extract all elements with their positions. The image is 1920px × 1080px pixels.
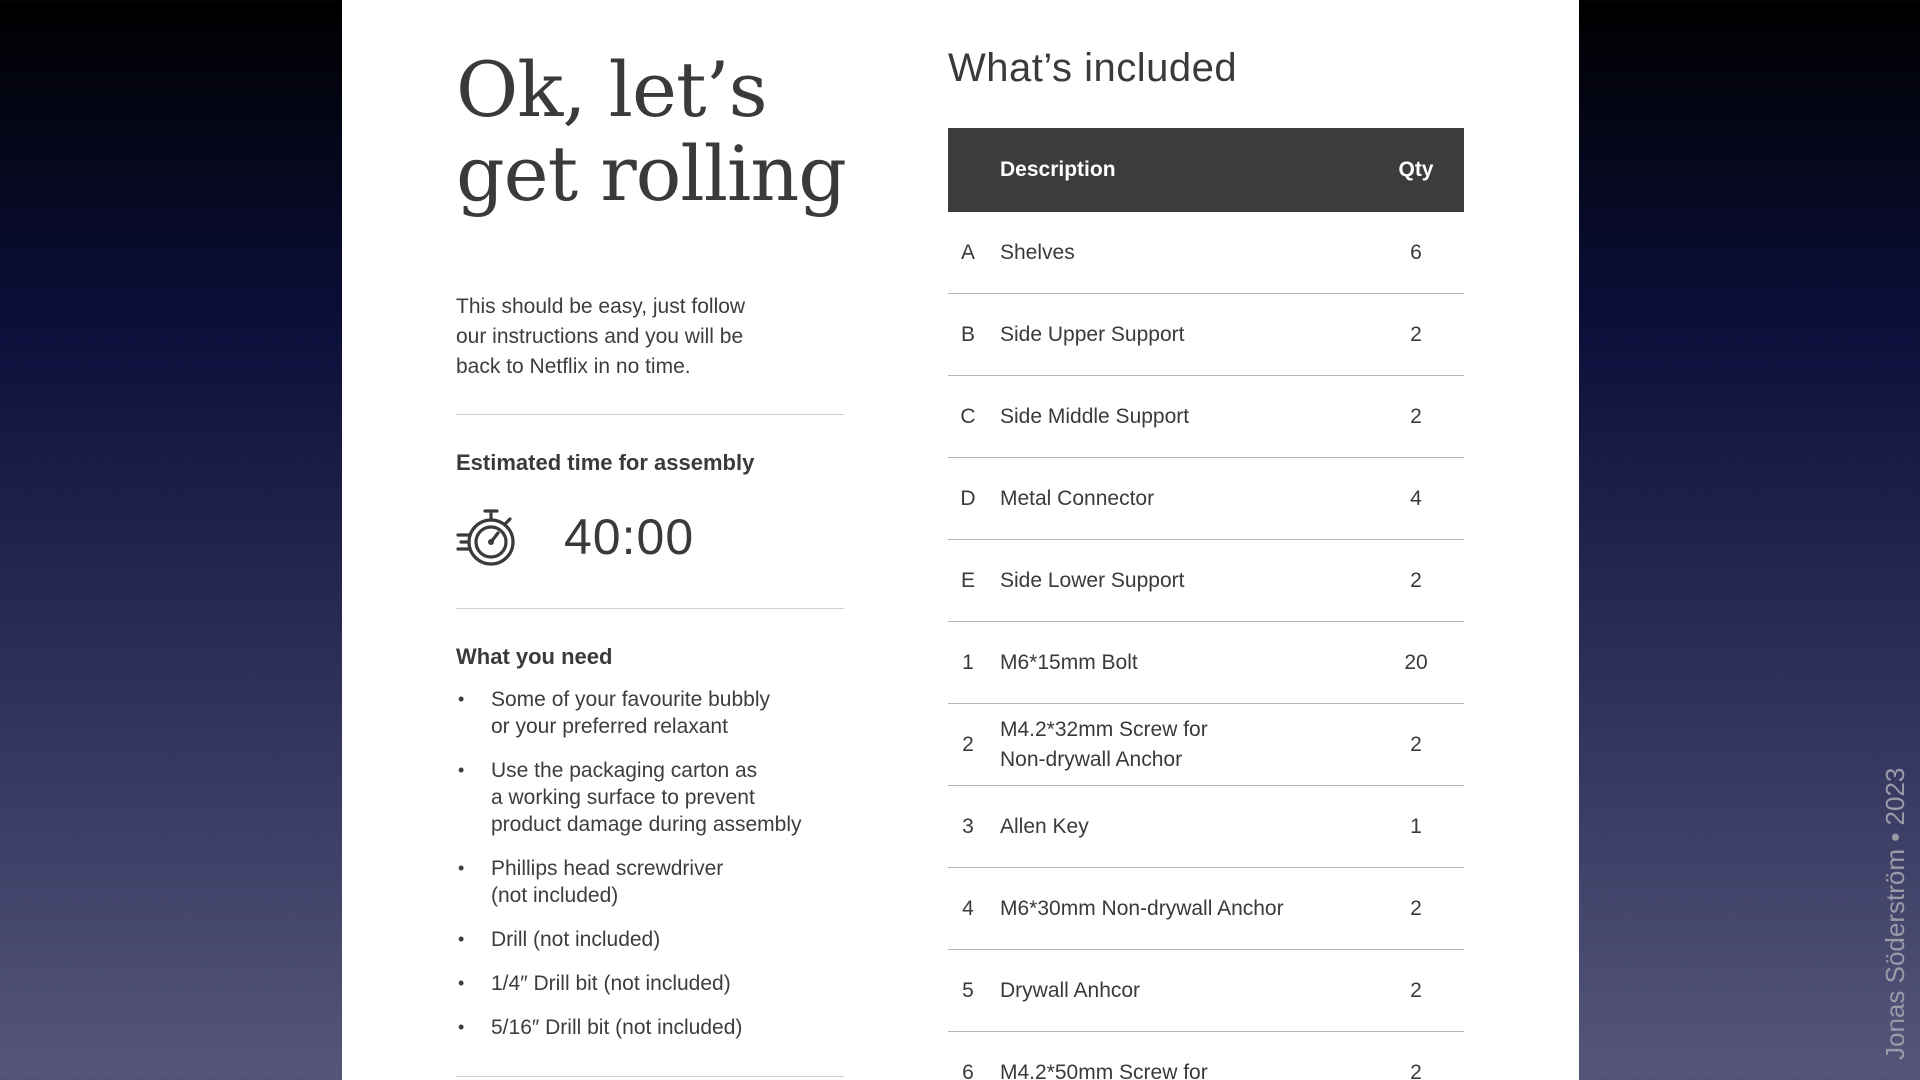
part-qty: 2 — [1410, 404, 1422, 428]
part-qty: 20 — [1404, 650, 1428, 674]
bullet-icon: • — [458, 858, 465, 878]
part-description — [1000, 976, 1386, 1006]
part-description-line: M6*15mm Bolt — [1000, 650, 1138, 674]
instruction-page — [342, 0, 1579, 1080]
part-code: A — [960, 240, 975, 264]
part-qty: 2 — [1410, 322, 1422, 346]
title-line-2: get rolling — [456, 129, 846, 218]
assembly-time-value: 40:00 — [564, 509, 695, 565]
part-description — [1000, 648, 1386, 678]
bullet-icon: • — [458, 1017, 465, 1037]
included-title: What’s included — [948, 46, 1238, 90]
intro-line-3: back to Netflix in no time. — [456, 355, 691, 378]
table-row — [948, 622, 1464, 704]
part-description — [1000, 566, 1386, 596]
part-description — [1000, 812, 1386, 842]
part-qty: 2 — [1410, 896, 1422, 920]
credit-container — [1880, 767, 1910, 1080]
table-row — [948, 212, 1464, 294]
list-item-line: (not included) — [491, 884, 619, 907]
part-code: 3 — [962, 814, 974, 838]
assembly-time-row — [456, 502, 694, 572]
part-code: D — [960, 486, 976, 510]
part-code: 4 — [962, 896, 974, 920]
table-row — [948, 540, 1464, 622]
part-description-line: M4.2*32mm Screw for — [1000, 717, 1208, 741]
part-qty: 2 — [1410, 1060, 1422, 1080]
title-line-1: Ok, let’s — [456, 45, 767, 134]
table-row — [948, 458, 1464, 540]
table-row — [948, 950, 1464, 1032]
bullet-icon: • — [458, 929, 465, 949]
part-code: 2 — [962, 732, 974, 756]
what-you-need-heading: What you need — [456, 644, 613, 669]
list-item — [456, 970, 856, 997]
table-row — [948, 1032, 1464, 1080]
table-row — [948, 868, 1464, 950]
part-description — [1000, 238, 1386, 268]
part-code: C — [960, 404, 976, 428]
part-description — [1000, 894, 1386, 924]
list-item-line: Use the packaging carton as — [491, 759, 758, 782]
part-description-line: Side Middle Support — [1000, 404, 1190, 428]
part-qty: 1 — [1410, 814, 1422, 838]
part-description-line: Side Lower Support — [1000, 568, 1185, 592]
part-description-line: Allen Key — [1000, 814, 1089, 838]
parts-table — [948, 128, 1464, 1080]
author-credit: Jonas Söderström • 2023 — [1880, 767, 1910, 1060]
part-description — [1000, 1058, 1386, 1080]
list-item-line: 5/16″ Drill bit (not included) — [491, 1016, 743, 1039]
part-description-line: M6*30mm Non-drywall Anchor — [1000, 896, 1284, 920]
divider — [456, 608, 844, 609]
list-item — [456, 1014, 856, 1041]
list-item-line: or your preferred relaxant — [491, 715, 728, 738]
part-qty: 4 — [1410, 486, 1422, 510]
part-description-line: Shelves — [1000, 240, 1075, 264]
part-description-line: Metal Connector — [1000, 486, 1155, 510]
table-row — [948, 786, 1464, 868]
list-item-line: product damage during assembly — [491, 813, 802, 836]
description-column-header: Description — [1000, 158, 1116, 181]
list-item — [456, 757, 856, 838]
qty-column-header: Qty — [1398, 158, 1434, 181]
table-row — [948, 294, 1464, 376]
list-item-line: Phillips head screwdriver — [491, 857, 724, 880]
table-row — [948, 376, 1464, 458]
part-qty: 6 — [1410, 240, 1422, 264]
part-description-line: Non-drywall Anchor — [1000, 747, 1183, 771]
part-description-line: Drywall Anhcor — [1000, 978, 1141, 1002]
list-item-line: a working surface to prevent — [491, 786, 755, 809]
part-description-line: Side Upper Support — [1000, 322, 1185, 346]
part-description — [1000, 402, 1386, 432]
divider — [456, 414, 844, 415]
stopwatch-icon — [456, 505, 518, 569]
intro-text — [456, 292, 796, 382]
page-title — [456, 45, 876, 218]
bullet-icon: • — [458, 973, 465, 993]
part-description-line: M4.2*50mm Screw for — [1000, 1060, 1208, 1080]
assembly-time-heading: Estimated time for assembly — [456, 450, 755, 475]
part-description — [1000, 715, 1386, 775]
list-item-line: Drill (not included) — [491, 928, 661, 951]
table-header — [948, 128, 1464, 212]
part-qty: 2 — [1410, 732, 1422, 756]
table-row — [948, 704, 1464, 786]
part-code: E — [960, 568, 975, 592]
list-item-line: 1/4″ Drill bit (not included) — [491, 972, 731, 995]
needs-list — [456, 686, 856, 1058]
part-description — [1000, 320, 1386, 350]
bullet-icon: • — [458, 689, 465, 709]
list-item — [456, 686, 856, 740]
part-qty: 2 — [1410, 978, 1422, 1002]
part-qty: 2 — [1410, 568, 1422, 592]
part-description — [1000, 484, 1386, 514]
list-item — [456, 855, 856, 909]
bullet-icon: • — [458, 760, 465, 780]
list-item — [456, 926, 856, 953]
intro-line-1: This should be easy, just follow — [456, 295, 746, 318]
part-code: 6 — [962, 1060, 974, 1080]
part-code: 1 — [962, 650, 974, 674]
intro-line-2: our instructions and you will be — [456, 325, 744, 348]
part-code: B — [960, 322, 975, 346]
divider — [456, 1076, 844, 1077]
list-item-line: Some of your favourite bubbly — [491, 688, 770, 711]
part-code: 5 — [962, 978, 974, 1002]
